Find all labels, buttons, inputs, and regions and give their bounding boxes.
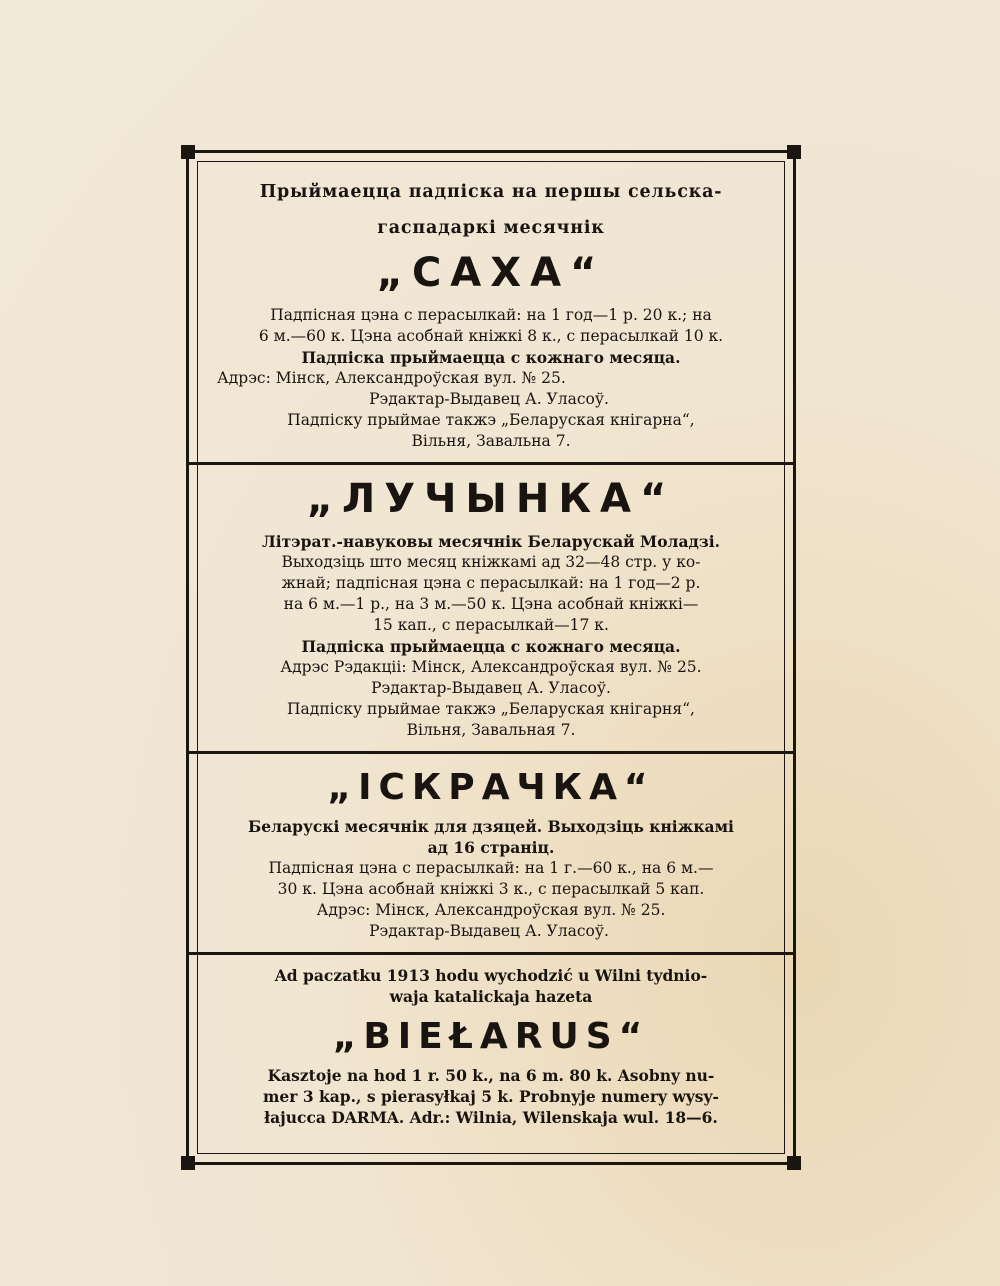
saha-intro-line: Прыймаецца падпіска на першы сельска-	[259, 182, 723, 202]
saha-editor: Рэдактар-Выдавец А. Уласоў.	[369, 390, 609, 408]
luchynka-text-line: на 6 м.—1 р., на 3 м.—50 к. Цэна асобнай кніжкі—	[283, 595, 699, 613]
luchynka-text-line: Падпіска прыймаецца с кожнаго месяца.	[301, 637, 681, 656]
saha-title: „САХА“	[376, 250, 606, 296]
iskrachka-text-line: Падпісная цэна с перасылкай: на 1 г.—60 к., на 6 м.—	[268, 859, 714, 877]
luchynka-editor: Рэдактар-Выдавец А. Уласоў.	[371, 679, 611, 697]
ad-content	[207, 167, 775, 1128]
luchynka-title: „ЛУЧЫНКА“	[306, 476, 676, 522]
iskrachka-text-line: 30 к. Цэна асобнай кніжкі 3 к., с перасылкай 5 кап.	[277, 880, 705, 898]
luchynka-address: Адрэс Рэдакціі: Мінск, Александроўская вул. № 25.	[280, 658, 702, 676]
section-divider	[189, 952, 793, 955]
iskrachka-section	[207, 764, 775, 942]
saha-text-line: Вільня, Завальна 7.	[411, 432, 571, 450]
luchynka-text-line: 15 кап., с перасылкай—17 к.	[373, 616, 609, 634]
bielarus-intro-line: Ad paczatku 1913 hodu wychodzić u Wilni tydnio-	[274, 966, 708, 985]
frame-corner-ornament	[181, 145, 195, 159]
saha-intro-line: гаспадаркі месячнік	[377, 218, 605, 238]
luchynka-text-line: Падпіску прыймае такжэ „Беларуская кнігарня“,	[287, 700, 695, 718]
bielarus-intro-line: waja katalickaja hazeta	[389, 987, 593, 1006]
saha-text-line: 6 м.—60 к. Цэна асобнай кніжкі 8 к., с перасылкай 10 к.	[258, 327, 724, 345]
frame-corner-ornament	[181, 1156, 195, 1170]
luchynka-text-line: жнай; падпісная цэна с перасылкай: на 1 год—2 р.	[281, 574, 701, 592]
bielarus-section	[207, 965, 775, 1128]
iskrachka-address: Адрэс: Мінск, Александроўская вул. № 25.	[316, 901, 666, 919]
saha-text-line: Падпісная цэна с перасылкай: на 1 год—1 р. 20 к.; на	[270, 306, 712, 324]
bielarus-title: „BIEŁARUS“	[332, 1016, 650, 1057]
section-divider	[189, 462, 793, 465]
luchynka-text-line: Вільня, Завальная 7.	[406, 721, 576, 739]
iskrachka-text-line: ад 16 страніц.	[427, 838, 555, 857]
saha-text-line: Падпіска прыймаецца с кожнаго месяца.	[301, 348, 681, 367]
section-divider	[189, 751, 793, 754]
saha-address: Адрэс: Мінск, Александроўская вул. № 25.	[217, 369, 566, 387]
saha-section	[207, 181, 775, 452]
frame-corner-ornament	[787, 145, 801, 159]
luchynka-section	[207, 475, 775, 741]
luchynka-text-line: Выходзіць што месяц кніжкамі ад 32—48 стр. у ко-	[281, 553, 701, 571]
iskrachka-text-line: Беларускі месячнік для дзяцей. Выходзіць кніжкамі	[248, 817, 734, 836]
ad-frame	[186, 150, 796, 1165]
saha-text-line: Падпіску прыймае такжэ „Беларуская кнігарна“,	[287, 411, 695, 429]
bielarus-text-line: łajucca DARMA. Adr.: Wilnia, Wilenskaja wul. 18—6.	[264, 1108, 718, 1127]
frame-corner-ornament	[787, 1156, 801, 1170]
bielarus-text-line: mer 3 kap., s pierasyłkaj 5 k. Probnyje numery wysy-	[263, 1087, 719, 1106]
luchynka-subtitle: Літэрат.-навуковы месячнік Беларускай Моладзі.	[261, 532, 721, 551]
iskrachka-editor: Рэдактар-Выдавец А. Уласоў.	[369, 922, 609, 940]
bielarus-text-line: Kasztoje na hod 1 r. 50 k., na 6 m. 80 k. Asobny nu-	[267, 1066, 715, 1085]
iskrachka-title: „ІСКРАЧКА“	[327, 767, 655, 808]
